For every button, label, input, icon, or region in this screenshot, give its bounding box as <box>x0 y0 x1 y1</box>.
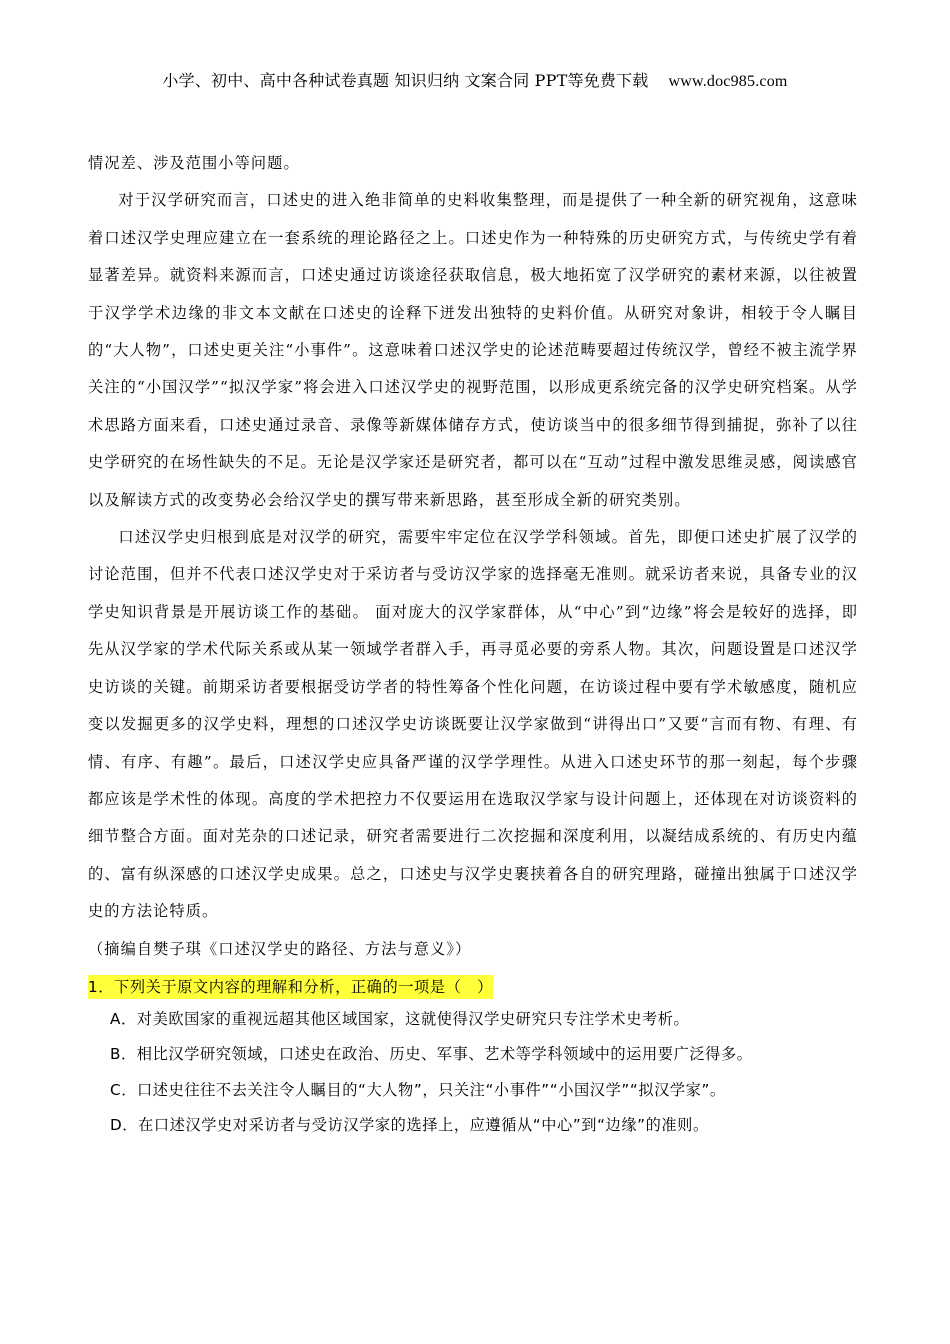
question-stem <box>88 972 858 1002</box>
option-c: C．口述史往往不去关注令人瞩目的“大人物”，只关注“小事件”“小国汉学”“拟汉学家”。 <box>110 1080 726 1099</box>
question-1 <box>88 972 858 1144</box>
paragraph-2: 对于汉学研究而言，口述史的进入绝非简单的史料收集整理，而是提供了一种全新的研究视角，这意味着口述汉学史理应建立在一套系统的理论路径之上。口述史作为一种特殊的历史研究方式，与传统史学有着显著差异。就资料来源而言，口述史通过访谈途径获取信息，极大地拓宽了汉学研究的素材来源，以往被置于汉学学术边缘的非文本文献在口述史的诠释下迸发出独特的史料价值。从研究对象讲，相较于令人瞩目的“大人物”，口述史更关注“小事件”。这意味着口述汉学史的论述范畴要超过传统汉学，曾经不被主流学界关注的“小国汉学”“拟汉学家”将会进入口述汉学史的视野范围，以形成更系统完备的汉学史研究档案。从学术思路方面来看，口述史通过录音、录像等新媒体储存方式，使访谈当中的很多细节得到捕捉，弥补了以往史学研究的在场性缺失的不足。无论是汉学家还是研究者，都可以在“互动”过程中激发思维灵感，阅读感官以及解读方式的改变势必会给汉学史的撰写带来新思路，甚至形成全新的研究类别。 <box>88 191 858 509</box>
paragraph-continuation: 情况差、涉及范围小等问题。 <box>88 154 300 172</box>
document-body <box>88 145 858 1144</box>
option-a: A．对美欧国家的重视远超其他区域国家，这就使得汉学史研究只专注学术史考析。 <box>110 1009 690 1028</box>
header-site: www.doc985.com <box>668 73 788 90</box>
option-d: D．在口述汉学史对采访者与受访汉学家的选择上，应遵循从“中心”到“边缘”的准则。 <box>110 1116 709 1135</box>
header-text: 小学、初中、高中各种试卷真题 知识归纳 文案合同 PPT等免费下载 <box>162 71 649 90</box>
source-citation: （摘编自樊子琪《口述汉学史的路径、方法与意义》） <box>88 939 472 958</box>
page-header <box>0 68 950 91</box>
question-stem-text: 1．下列关于原文内容的理解和分析，正确的一项是（ ） <box>88 975 493 999</box>
option-b: B．相比汉学研究领域，口述史在政治、历史、军事、艺术等学科领域中的运用要广泛得多。 <box>110 1045 753 1064</box>
paragraph-3: 口述汉学史归根到底是对汉学的研究，需要牢牢定位在汉学学科领域。首先，即便口述史扩展了汉学的讨论范围，但并不代表口述汉学史对于采访者与受访汉学家的选择毫无准则。就采访者来说，具备专业的汉学史知识背景是开展访谈工作的基础。 面对庞大的汉学家群体，从“中心”到“边缘”将会是较好的选择，即先从汉学家的学术代际关系或从某一领域学者群入手，再寻觅必要的旁系人物。其次，问题设置是口述汉学史访谈的关键。前期采访者要根据受访学者的特性筹备个性化问题，在访谈过程中要有学术敏感度，随机应变以发掘更多的汉学史料，理想的口述汉学史访谈既要让汉学家做到“讲得出口”又要“言而有物、有理、有情、有序、有趣”。最后，口述汉学史应具备严谨的汉学学理性。从进入口述史环节的那一刻起，每个步骤都应该是学术性的体现。高度的学术把控力不仅要运用在选取汉学家与设计问题上，还体现在对访谈资料的细节整合方面。面对芜杂的口述记录，研究者需要进行二次挖掘和深度利用，以凝结成系统的、有历史内蕴的、富有纵深感的口述汉学史成果。总之，口述史与汉学史裹挟着各自的研究理路，碰撞出独属于口述汉学史的方法论特质。 <box>88 528 858 921</box>
